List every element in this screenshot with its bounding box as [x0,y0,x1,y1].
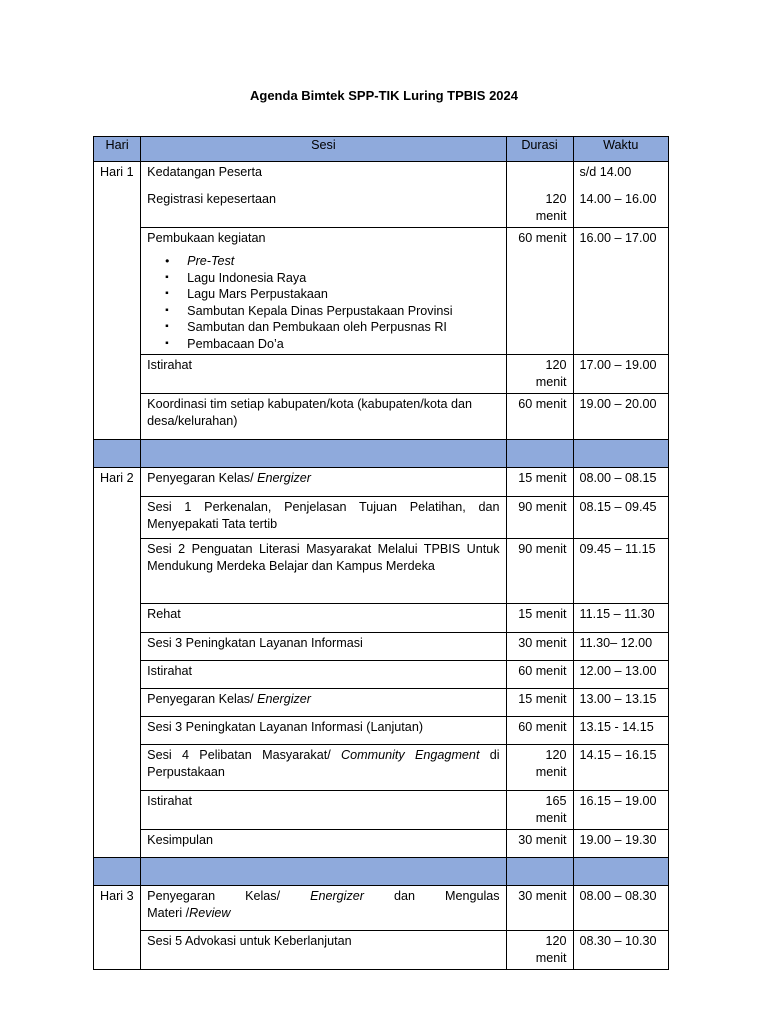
durasi-text: 120 menit [535,192,567,223]
sesi-cell: Sesi 4 Pelibatan Masyarakat/ Community Engagment di Perpustakaan [141,745,506,791]
sesi-cell: Istirahat [141,791,506,830]
table-row [94,689,669,717]
durasi-cell: 165 menit [506,791,573,830]
durasi-cell: 120 menit [506,745,573,791]
sesi-cell: Penyegaran Kelas/ Energizer [141,689,506,717]
sesi-cell: Kesimpulan [141,830,506,858]
durasi-cell: 60 menit [506,228,573,355]
durasi-cell: 30 menit [506,830,573,858]
table-row [94,497,669,539]
waktu-cell: 14.15 – 16.15 [573,745,669,791]
agenda-table [93,136,669,970]
day-separator-row [94,440,669,468]
table-row [94,717,669,745]
table-row [94,228,669,355]
document-title: Agenda Bimtek SPP-TIK Luring TPBIS 2024 [250,88,518,103]
table-row [94,661,669,689]
sesi-text: Kedatangan Peserta [147,165,263,179]
table-row [94,745,669,791]
sesi-text: Pembukaan kegiatan [147,231,266,245]
header-durasi: Durasi [506,137,573,162]
waktu-cell: 16.00 – 17.00 [573,228,669,355]
waktu-cell: 08.15 – 09.45 [573,497,669,539]
sesi-cell: Sesi 1 Perkenalan, Penjelasan Tujuan Pelatihan, dan Menyepakati Tata tertib [141,497,506,539]
table-row [94,830,669,858]
list-item: ▪ Lagu Mars Perpustakaan [187,286,499,303]
opening-agenda-list [147,253,499,352]
sesi-cell: Sesi 5 Advokasi untuk Keberlanjutan [141,931,506,970]
durasi-cell: 120 menit [506,355,573,394]
day-label: Hari 2 [94,468,141,858]
waktu-text: 14.00 – 16.00 [579,192,657,206]
durasi-cell: 30 menit [506,886,573,931]
table-row [94,604,669,633]
waktu-cell [573,162,669,228]
waktu-cell: 11.15 – 11.30 [573,604,669,633]
table-row [94,468,669,497]
durasi-cell: 30 menit [506,633,573,661]
waktu-cell: 13.00 – 13.15 [573,689,669,717]
durasi-cell: 60 menit [506,661,573,689]
durasi-cell: 90 menit [506,497,573,539]
waktu-cell: 08.30 – 10.30 [573,931,669,970]
header-row [94,137,669,162]
table-row [94,539,669,604]
list-item: • Pre-Test [187,253,499,270]
day-label: Hari 1 [94,162,141,440]
waktu-cell: 19.00 – 19.30 [573,830,669,858]
durasi-cell: 90 menit [506,539,573,604]
table-row [94,633,669,661]
sesi-cell: Sesi 3 Peningkatan Layanan Informasi (Lanjutan) [141,717,506,745]
table-row [94,394,669,440]
sesi-cell: Sesi 3 Peningkatan Layanan Informasi [141,633,506,661]
waktu-cell: 13.15 - 14.15 [573,717,669,745]
table-row [94,162,669,228]
durasi-cell: 60 menit [506,717,573,745]
list-item: ▪ Pembacaan Do’a [187,336,499,353]
durasi-cell: 15 menit [506,468,573,497]
table-row [94,931,669,970]
header-sesi: Sesi [141,137,506,162]
waktu-cell: 16.15 – 19.00 [573,791,669,830]
table-row [94,886,669,931]
list-item: ▪ Lagu Indonesia Raya [187,270,499,287]
sesi-cell: Istirahat [141,355,506,394]
waktu-cell: 08.00 – 08.15 [573,468,669,497]
durasi-cell: 60 menit [506,394,573,440]
waktu-cell: 19.00 – 20.00 [573,394,669,440]
sesi-cell [141,162,506,228]
list-item: ▪ Sambutan Kepala Dinas Perpustakaan Provinsi [187,303,499,320]
sesi-cell: Penyegaran Kelas/ Energizer dan Mengulas Materi /Review [141,886,506,931]
sesi-cell [141,228,506,355]
durasi-cell: 15 menit [506,689,573,717]
sesi-cell: Rehat [141,604,506,633]
sesi-cell: Sesi 2 Penguatan Literasi Masyarakat Melalui TPBIS Untuk Mendukung Merdeka Belajar dan Kampus Merdeka [141,539,506,604]
sesi-cell: Koordinasi tim setiap kabupaten/kota (kabupaten/kota dan desa/kelurahan) [141,394,506,440]
list-item: ▪ Sambutan dan Pembukaan oleh Perpusnas RI [187,319,499,336]
sesi-cell: Istirahat [141,661,506,689]
day-label: Hari 3 [94,886,141,970]
day-separator-row [94,858,669,886]
table-row [94,791,669,830]
waktu-cell: 11.30– 12.00 [573,633,669,661]
durasi-cell: 120 menit [506,931,573,970]
sesi-text: Registrasi kepesertaan [147,192,276,206]
table-row [94,355,669,394]
durasi-cell: 15 menit [506,604,573,633]
waktu-cell: 17.00 – 19.00 [573,355,669,394]
durasi-cell [506,162,573,228]
sesi-cell: Penyegaran Kelas/ Energizer [141,468,506,497]
waktu-cell: 12.00 – 13.00 [573,661,669,689]
waktu-text: s/d 14.00 [579,165,632,179]
header-waktu: Waktu [573,137,669,162]
header-hari: Hari [94,137,141,162]
waktu-cell: 09.45 – 11.15 [573,539,669,604]
waktu-cell: 08.00 – 08.30 [573,886,669,931]
